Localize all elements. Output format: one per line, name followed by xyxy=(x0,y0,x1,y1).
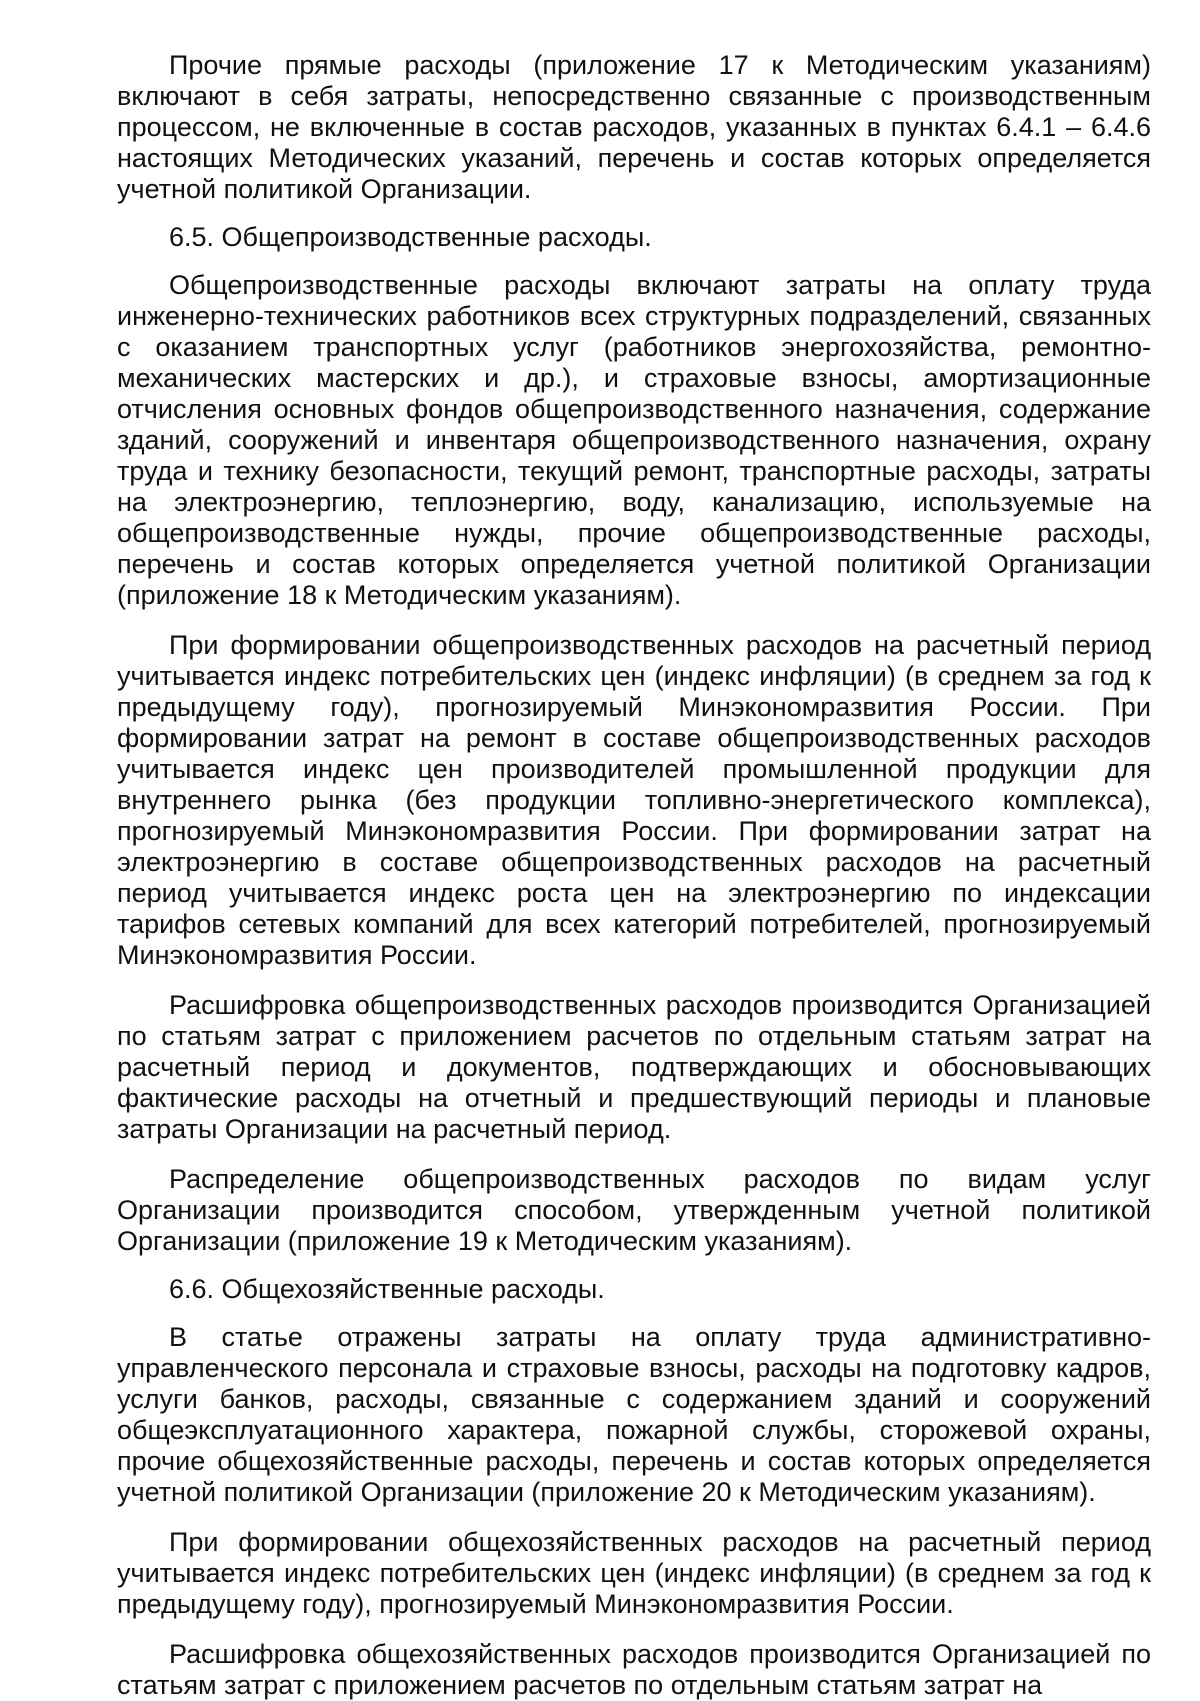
paragraph-production-costs-breakdown: Расшифровка общепроизводственных расходов производится Организацией по статьям затрат с приложением расчетов по отдельным статьям затрат на расчетный период и документов, подтверждающих и обосновывающих фактические расходы на отчетный и предшествующий периоды и плановые затраты Организации на расчетный период. xyxy=(117,990,1151,1144)
section-heading-6-5: 6.5. Общепроизводственные расходы. xyxy=(169,222,652,252)
paragraph-business-costs-breakdown: Расшифровка общехозяйственных расходов производится Организацией по статьям затрат с приложением расчетов по отдельным статьям затрат на xyxy=(117,1639,1151,1700)
section-heading-6-6: 6.6. Общехозяйственные расходы. xyxy=(169,1274,605,1304)
paragraph-production-costs-distribution: Распределение общепроизводственных расходов по видам услуг Организации производится способом, утвержденным учетной политикой Организации (приложение 19 к Методическим указаниям). xyxy=(117,1164,1151,1256)
paragraph-business-costs-indexation: При формировании общехозяйственных расходов на расчетный период учитывается индекс потребительских цен (индекс инфляции) (в среднем за год к предыдущему году), прогнозируемый Минэкономразвития России. xyxy=(117,1527,1151,1619)
paragraph-other-direct-costs: Прочие прямые расходы (приложение 17 к Методическим указаниям) включают в себя затраты, непосредственно связанные с производственным процессом, не включенные в состав расходов, указанных в пунктах 6.4.1 – 6.4.6 настоящих Методических указаний, перечень и состав которых определяется учетной политикой Организации. xyxy=(117,50,1151,204)
paragraph-production-costs-indexation: При формировании общепроизводственных расходов на расчетный период учитывается индекс потребительских цен (индекс инфляции) (в среднем за год к предыдущему году), прогнозируемый Минэкономразвития России. При формировании затрат на ремонт в составе общепроизводственных расходов учитывается индекс цен производителей промышленной продукции для внутреннего рынка (без продукции топливно-энергетического комплекса), прогнозируемый Минэкономразвития России. При формировании затрат на электроэнергию в составе общепроизводственных расходов на расчетный период учитывается индекс роста цен на электроэнергию по индексации тарифов сетевых компаний для всех категорий потребителей, прогнозируемый Минэкономразвития России. xyxy=(117,630,1151,970)
document-page xyxy=(117,50,1151,1701)
paragraph-general-production-costs: Общепроизводственные расходы включают затраты на оплату труда инженерно-технических работников всех структурных подразделений, связанных с оказанием транспортных услуг (работников энергохозяйства, ремонтно-механических мастерских и др.), и страховые взносы, амортизационные отчисления основных фондов общепроизводственного назначения, содержание зданий, сооружений и инвентаря общепроизводственного назначения, охрану труда и технику безопасности, текущий ремонт, транспортные расходы, затраты на электроэнергию, теплоэнергию, воду, канализацию, используемые на общепроизводственные нужды, прочие общепроизводственные расходы, перечень и состав которых определяется учетной политикой Организации (приложение 18 к Методическим указаниям). xyxy=(117,270,1151,610)
paragraph-general-business-costs: В статье отражены затраты на оплату труда административно-управленческого персонала и страховые взносы, расходы на подготовку кадров, услуги банков, расходы, связанные с содержанием зданий и сооружений общеэксплуатационного характера, пожарной службы, сторожевой охраны, прочие общехозяйственные расходы, перечень и состав которых определяется учетной политикой Организации (приложение 20 к Методическим указаниям). xyxy=(117,1322,1151,1507)
